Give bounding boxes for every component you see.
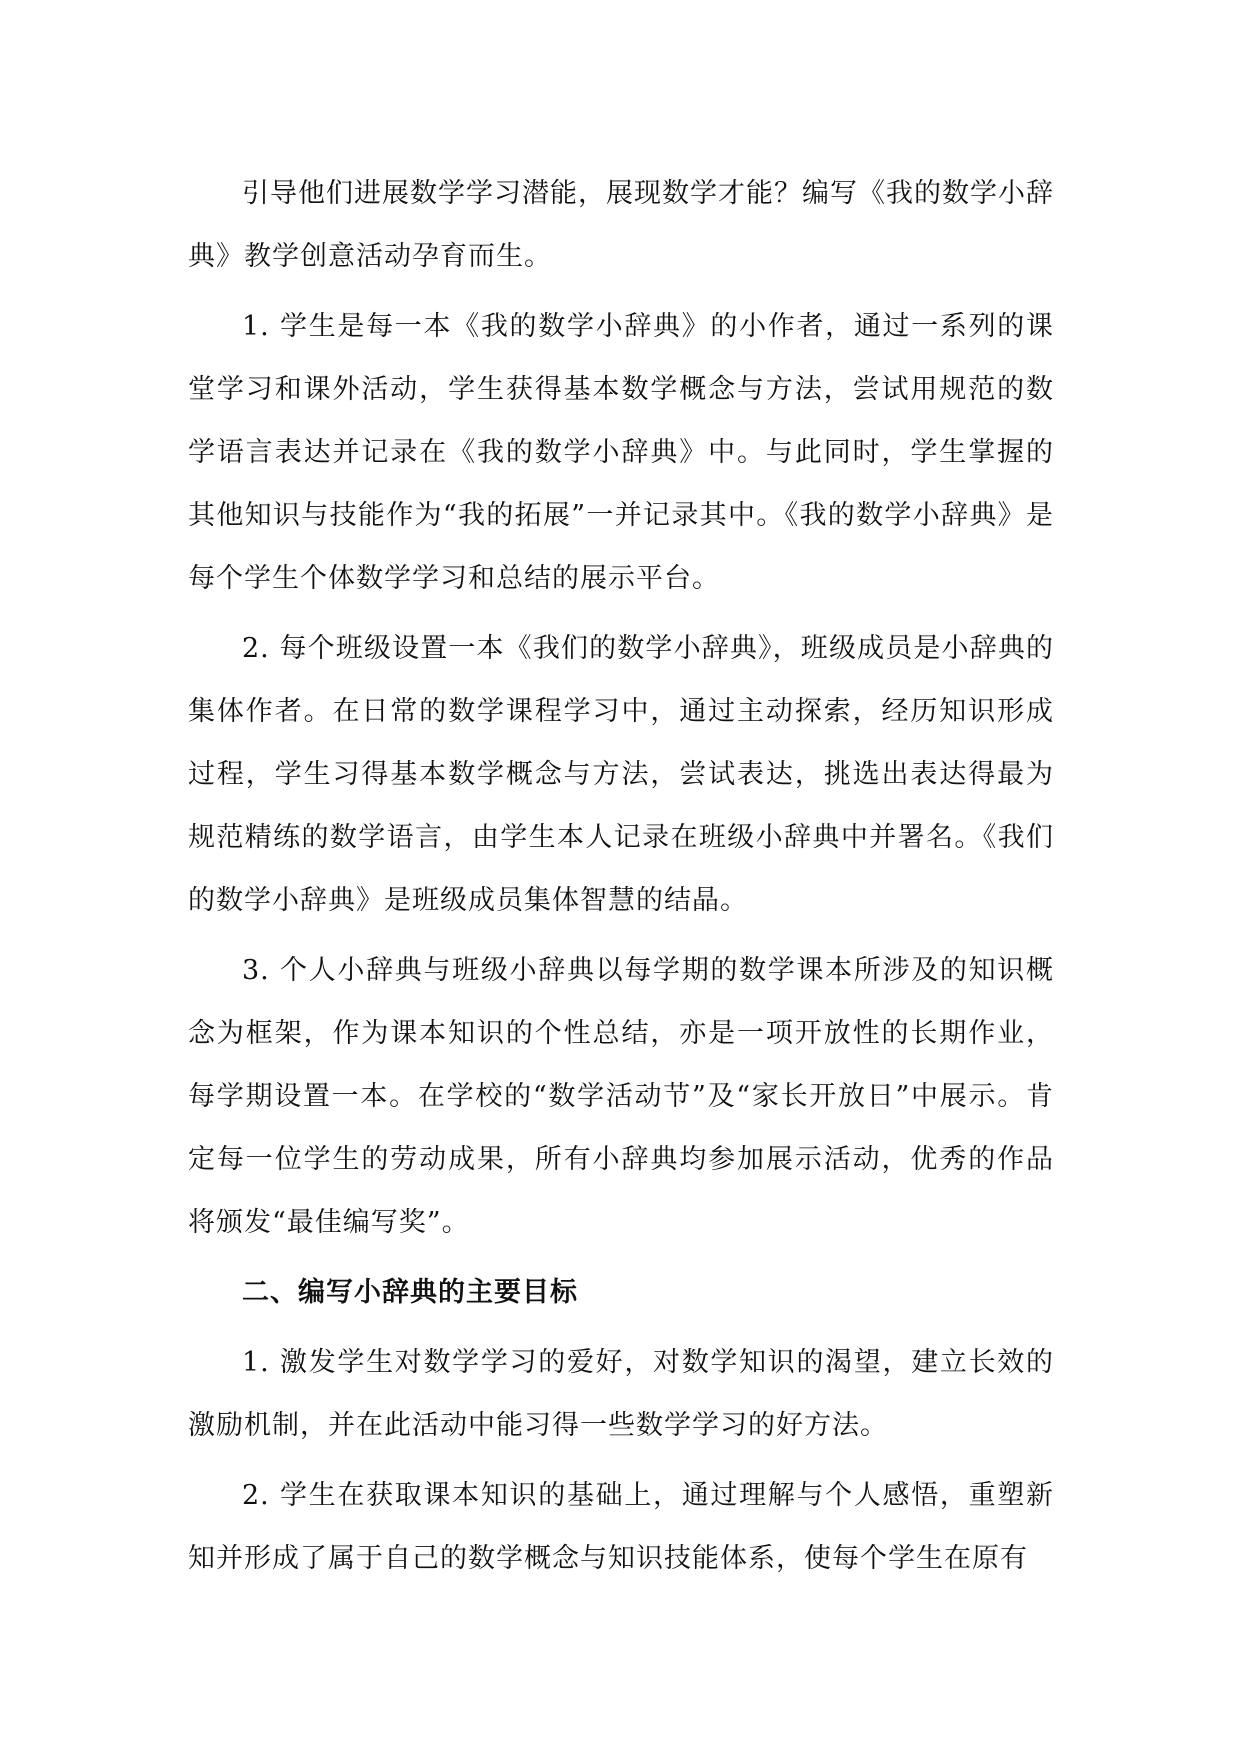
- goal-item-2: 2. 学生在获取课本知识的基础上，通过理解与个人感悟，重塑新知并形成了属于自己的数学概念与知识技能体系，使每个学生在原有: [188, 1480, 1054, 1574]
- paragraph-dictionary-framework: 3. 个人小辞典与班级小辞典以每学期的数学课本所涉及的知识概念为框架，作为课本知识的个性总结，亦是一项开放性的长期作业，每学期设置一本。在学校的“数学活动节”及“家长开放日”中展示。肯定每一位学生的劳动成果，所有小辞典均参加展示活动，优秀的作品将颁发“最佳编写奖”。: [188, 955, 1054, 1238]
- document-body: [188, 162, 1054, 1597]
- goal-item-1: 1. 激发学生对数学学习的爱好，对数学知识的渴望，建立长效的激励机制，并在此活动中能习得一些数学学习的好方法。: [188, 1347, 1054, 1441]
- section-heading: 二、编写小辞典的主要目标: [242, 1277, 578, 1308]
- paragraph-personal-dictionary: 1. 学生是每一本《我的数学小辞典》的小作者，通过一系列的课堂学习和课外活动，学生获得基本数学概念与方法，尝试用规范的数学语言表达并记录在《我的数学小辞典》中。与此同时，学生掌握的其他知识与技能作为“我的拓展”一并记录其中。《我的数学小辞典》是每个学生个体数学学习和总结的展示平台。: [188, 311, 1054, 594]
- intro-paragraph: 引导他们进展数学学习潜能，展现数学才能？编写《我的数学小辞典》教学创意活动孕育而生。: [188, 178, 1054, 272]
- paragraph-class-dictionary: 2. 每个班级设置一本《我们的数学小辞典》，班级成员是小辞典的集体作者。在日常的数学课程学习中，通过主动探索，经历知识形成过程，学生习得基本数学概念与方法，尝试表达，挑选出表达得最为规范精练的数学语言，由学生本人记录在班级小辞典中并署名。《我们的数学小辞典》是班级成员集体智慧的结晶。: [188, 633, 1054, 916]
